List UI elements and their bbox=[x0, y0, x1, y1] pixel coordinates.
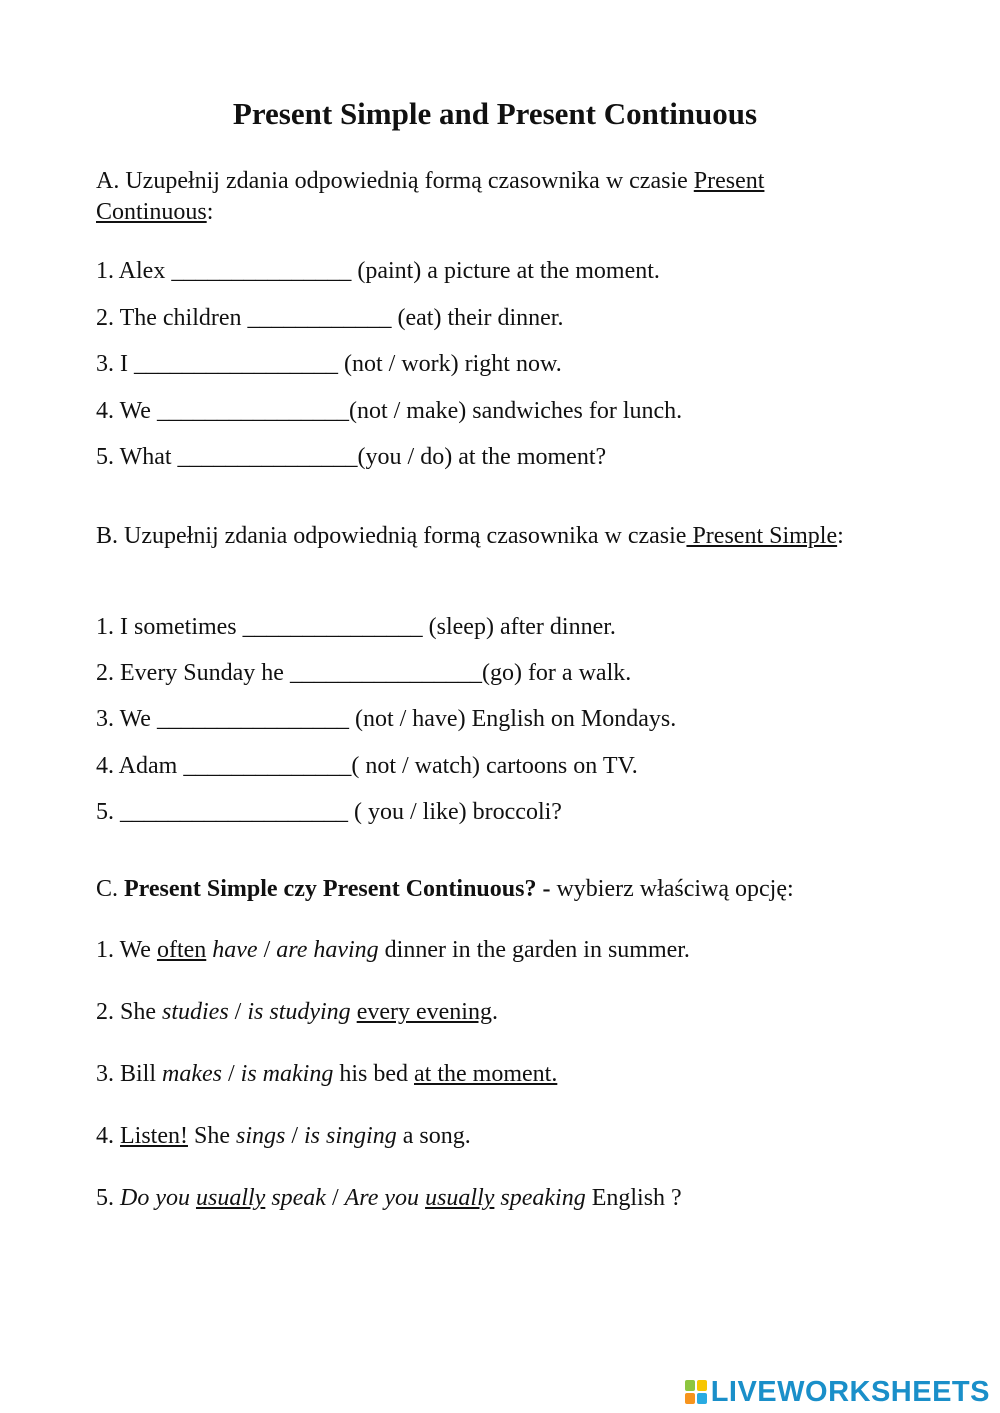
c4-slash: / bbox=[285, 1123, 305, 1149]
section-a-colon: : bbox=[206, 199, 214, 225]
c2-option-1[interactable]: studies bbox=[162, 999, 229, 1025]
c5-a1: Do you bbox=[120, 1185, 196, 1211]
c1-post: dinner in the garden in summer. bbox=[378, 937, 690, 963]
section-a-item-5[interactable]: 5. What _______________(you / do) at the moment? bbox=[96, 444, 607, 470]
section-b-tense: Present Simple bbox=[686, 523, 838, 549]
c4-post: a song. bbox=[396, 1123, 471, 1149]
section-b-item-1[interactable]: 1. I sometimes _______________ (sleep) after dinner. bbox=[96, 614, 616, 640]
liveworksheets-logo-icon bbox=[685, 1380, 707, 1404]
section-a-item-1[interactable]: 1. Alex _______________ (paint) a picture at the moment. bbox=[96, 258, 660, 284]
c3-slash: / bbox=[222, 1061, 241, 1087]
section-c-item-2 bbox=[96, 999, 498, 1026]
liveworksheets-brand: LIVEWORKSHEETS bbox=[710, 1375, 990, 1408]
section-a-tense: Present Continuous bbox=[96, 168, 765, 225]
section-b-item-5[interactable]: 5. ___________________ ( you / like) broccoli? bbox=[96, 799, 562, 825]
section-b-item-4[interactable]: 4. Adam ______________( not / watch) cartoons on TV. bbox=[96, 753, 638, 779]
c4-option-1[interactable]: sings bbox=[235, 1123, 286, 1149]
c3-pre: 3. Bill bbox=[96, 1061, 163, 1087]
c1-pre: 1. We bbox=[96, 937, 157, 963]
c5-pre: 5. bbox=[96, 1185, 120, 1211]
section-c-label: C. bbox=[96, 876, 125, 902]
logo-square-orange bbox=[685, 1393, 695, 1404]
c2-pre: 2. She bbox=[96, 999, 162, 1025]
c3-mid: his bed bbox=[333, 1061, 415, 1087]
liveworksheets-logo[interactable] bbox=[685, 1376, 990, 1408]
section-c-item-3 bbox=[96, 1061, 557, 1088]
section-a-item-2[interactable]: 2. The children ____________ (eat) their dinner. bbox=[96, 305, 564, 331]
c1-adverb: often bbox=[156, 937, 207, 963]
page-title: Present Simple and Present Continuous bbox=[232, 96, 758, 131]
c4-pre: 4. bbox=[96, 1123, 120, 1149]
c5-slash: / bbox=[325, 1185, 345, 1211]
c2-option-2[interactable]: is studying bbox=[247, 999, 351, 1025]
c5-option-1[interactable] bbox=[120, 1185, 326, 1211]
section-b-item-2[interactable]: 2. Every Sunday he ________________(go) for a walk. bbox=[96, 660, 632, 686]
c5-option-2[interactable] bbox=[345, 1185, 586, 1211]
c3-option-1[interactable]: makes bbox=[162, 1061, 222, 1087]
c5-a2: speak bbox=[265, 1185, 326, 1211]
section-c-bold: Present Simple czy Present Continuous? - bbox=[124, 876, 551, 902]
c5-adverb-1: usually bbox=[195, 1185, 266, 1211]
c2-slash: / bbox=[228, 999, 248, 1025]
c4-cue: Listen! bbox=[120, 1123, 188, 1149]
c5-post: English ? bbox=[585, 1185, 682, 1211]
section-c-item-5 bbox=[96, 1185, 682, 1212]
section-c-item-4 bbox=[96, 1123, 471, 1150]
c1-option-2[interactable]: are having bbox=[276, 937, 379, 963]
section-a-item-3[interactable]: 3. I _________________ (not / work) right now. bbox=[96, 351, 562, 377]
c3-option-2[interactable]: is making bbox=[240, 1061, 334, 1087]
section-b-item-3[interactable]: 3. We ________________ (not / have) English on Mondays. bbox=[96, 706, 677, 732]
c2-post: . bbox=[491, 999, 498, 1025]
c4-mid: She bbox=[187, 1123, 236, 1149]
c1-slash: / bbox=[257, 937, 277, 963]
section-a-item-4[interactable]: 4. We ________________(not / make) sandwiches for lunch. bbox=[96, 398, 683, 424]
c5-adverb-2: usually bbox=[425, 1185, 495, 1211]
c4-option-2[interactable]: is singing bbox=[304, 1123, 397, 1149]
c5-b2: speaking bbox=[494, 1185, 586, 1211]
section-c-item-1 bbox=[96, 937, 690, 964]
section-a-instruction bbox=[96, 166, 876, 228]
c2-time: every evening bbox=[356, 999, 492, 1025]
c3-time: at the moment. bbox=[414, 1061, 558, 1087]
logo-square-yellow bbox=[697, 1380, 707, 1391]
section-a-instruction-text: A. Uzupełnij zdania odpowiednią formą czasownika w czasie bbox=[96, 168, 694, 194]
section-c-instruction bbox=[96, 876, 794, 903]
section-c-rest: wybierz właściwą opcję: bbox=[550, 876, 794, 902]
logo-square-green bbox=[685, 1380, 695, 1391]
logo-square-blue bbox=[697, 1393, 707, 1404]
c1-option-1[interactable]: have bbox=[212, 937, 258, 963]
section-b-instruction-text: B. Uzupełnij zdania odpowiednią formą czasownika w czasie bbox=[96, 523, 687, 549]
section-b-colon: : bbox=[837, 523, 844, 549]
c5-b1: Are you bbox=[344, 1185, 426, 1211]
section-b-instruction bbox=[96, 521, 876, 552]
